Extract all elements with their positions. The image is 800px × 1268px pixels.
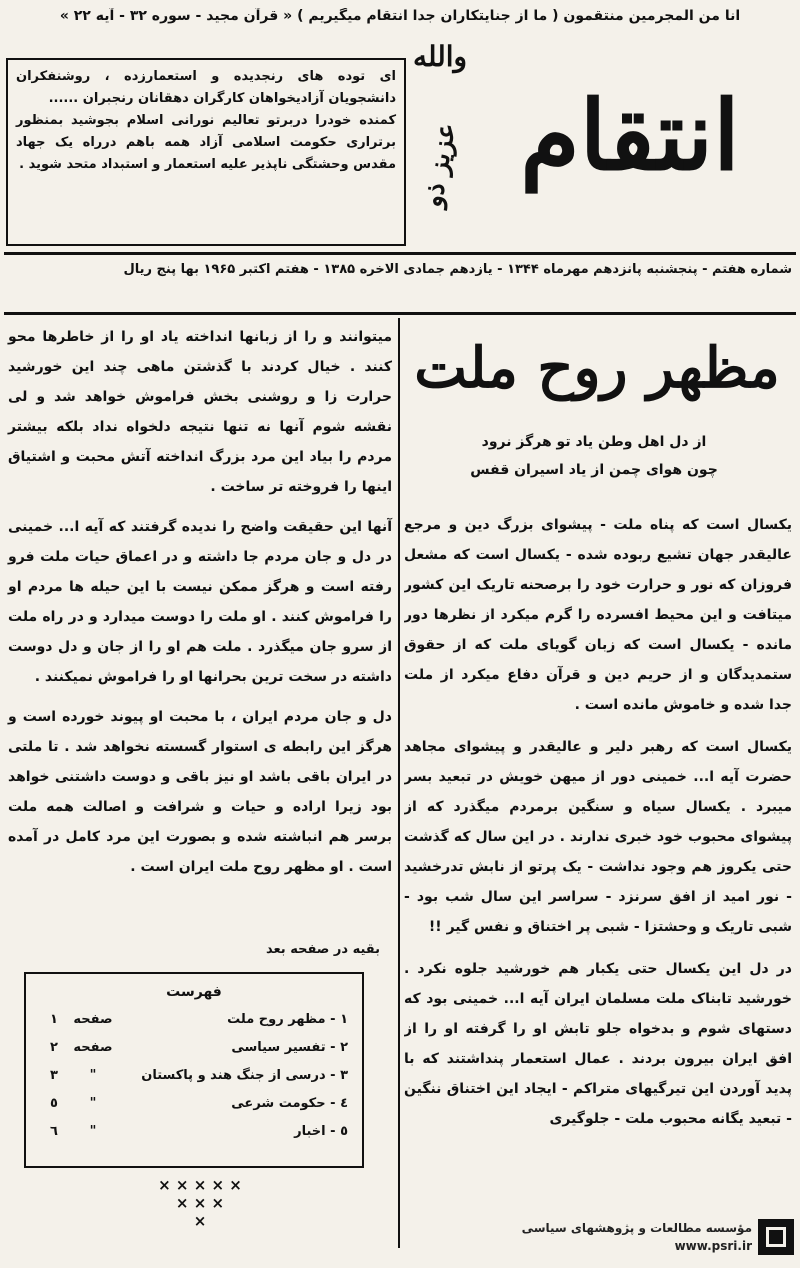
watermark-text <box>522 1219 752 1255</box>
poem-line-1: از دل اهل وطن یاد تو هرگز نرود <box>481 434 707 450</box>
toc-page-word: " <box>89 1068 97 1083</box>
toc-label: ٤ - حکومت شرعی <box>231 1096 348 1111</box>
toc-page-word: " <box>89 1096 97 1111</box>
subtitle-block <box>400 40 480 240</box>
left-column <box>8 322 392 922</box>
left-paragraph-1: میتوانند و را از زبانها انداخته یاد او را از خاطرها محو کنند . خیال کردند با گذشتن ماهی چند این خورشید حرارت زا و روشنی بخش فراموش خواهد شد و لی نقشه شوم آنها نه تنها نتیجه دلخواه نداد بلکه بیشتر مردم را بیاد این مرد بزرگ انداخته آتش محبت و اشتیاق اینها را فروخته تر ساخت . <box>8 329 392 495</box>
watermark-institute: مؤسسه مطالعات و پژوهشهای سیاسی <box>521 1221 752 1235</box>
manifesto-line-2: کمنده خودرا دربرتو تعالیم نورانی اسلام بجوشید بمنظور برتراری حکومت اسلامی آزاد همه باهم درراه یک جهاد مقدس وحشتگی ناپذیر علیه استعمار و استبداد متحد شوید . <box>16 113 396 172</box>
right-paragraph-1: یکسال است که پناه ملت - پیشوای بزرگ دین و مرجع عالیقدر جهان تشیع ربوده شده - یکسال است که مشعل فروزان که نور و حرارت خود را برصحنه تاریک این کشور میتافت و این محیط افسرده را گرم میکرد از نظرها دور مانده - یکسال است که زبان گویای ملت که از حقوق ستمدیدگان و از حریم دین و قرآن دفاع میکرد از ملت جدا شده و خاموش مانده است . <box>404 517 792 713</box>
toc-page-number: ۲ <box>50 1040 58 1055</box>
toc-row <box>40 1006 348 1034</box>
left-paragraph-2: آنها این حقیقت واضح را ندیده گرفتند که آیه ا... خمینی در دل و جان مردم جا داشته و در اعماق حیات ملت فرو رفته است و هرگز ممکن نیست با این حیله ها مردم او را فراموش کنند . او ملت را دوست میدارد و در راه ملت از سرو جان میگذرد . ملت هم او را از جان و دل دوست داشته در سخت ترین بحرانها او را فراموش نمیکنند . <box>8 519 392 685</box>
toc-label: ۱ - مظهر روح ملت <box>227 1012 348 1027</box>
right-column-body <box>404 510 792 1250</box>
watermark-url: www.psri.ir <box>674 1239 752 1253</box>
continued-note: بقیه در صفحه بعد <box>265 942 380 957</box>
top-divider <box>4 252 796 255</box>
dateline: شماره هفتم - پنجشنبه پانزدهم مهرماه ۱۳۴۴ - یازدهم جمادی الاخره ۱۳۸۵ - هفتم اکتبر ۱۹۶۵ بها پنج ریال <box>123 262 792 277</box>
toc-row <box>40 1034 348 1062</box>
toc-page-number: ۱ <box>50 1012 58 1027</box>
manifesto-line-1: ای توده های رنجدیده و استعمارزده ، روشنفکران دانشجویان آزادیخواهان کارگران دهقانان رنجبران ...... <box>16 69 396 106</box>
right-paragraph-3: در دل این یکسال حتی یکبار هم خورشید جلوه نکرد . خورشید تابناک ملت مسلمان ایران آیه ا... خمینی بود که دستهای شوم و بدخواه جلو تابش او را گرفته او را از افق ایران بیرون بردند . عمال استعمار پنداشتند که با پدید آوردن این تیرگیهای متراکم - ایجاد این اختناق ننگین - تبعید یگانه محبوب ملت - جلوگیری <box>404 961 792 1127</box>
article-title: مظهر روح ملت <box>414 335 780 401</box>
table-of-contents <box>24 972 364 1168</box>
quran-verse-header: انا من المجرمین منتقمون ( ما از جنایتکاران جدا انتقام میگیریم ) « قرآن مجید - سوره ۳۲ - آیه ۲۲ » <box>59 8 741 24</box>
toc-label: ٥ - اخبار <box>294 1124 348 1139</box>
masthead-title: انتقام <box>520 79 740 192</box>
subtitle-allah: والله <box>412 40 468 73</box>
star-separator <box>140 1176 260 1230</box>
left-paragraph-3: دل و جان مردم ایران ، با محبت او پیوند خورده است و هرگز این رابطه ی استوار گسسته نخواهد شد . تا ملتی در ایران باقی باشد او نیز باقی و دوست داشتنی خواهد بود زیرا اراده و حیات و شرافت و اصالت همه ملت برسر هم انباشته شده و بصورت این مرد کامل در آمده است . او مظهر روح ملت ایران است . <box>8 709 392 875</box>
toc-title: فهرست <box>166 984 222 1000</box>
manifesto-box <box>6 58 406 246</box>
toc-row <box>40 1062 348 1090</box>
toc-label: ۳ - درسی از جنگ هند و پاکستان <box>141 1068 348 1083</box>
toc-page-word: صفحه <box>73 1040 113 1055</box>
toc-row <box>40 1118 348 1146</box>
subtitle-aziz: عزیز ذو <box>417 120 463 210</box>
archive-watermark <box>480 1210 794 1264</box>
toc-row <box>40 1090 348 1118</box>
toc-page-number: ٦ <box>50 1124 58 1139</box>
dateline-divider <box>4 312 796 315</box>
poem-couplet <box>404 428 784 488</box>
column-divider <box>398 318 400 1248</box>
toc-label: ۲ - تفسیر سیاسی <box>231 1040 348 1055</box>
star-row: × <box>193 1212 207 1230</box>
toc-page-number: ۳ <box>50 1068 58 1083</box>
toc-page-word: صفحه <box>73 1012 113 1027</box>
right-paragraph-2: یکسال است که رهبر دلیر و عالیقدر و پیشوای مجاهد حضرت آیه ا... خمینی دور از میهن خویش در تبعید بسر میبرد . یکسال سیاه و سنگین برمردم میگذرد که از پیشوای محبوب خود خبری ندارند . در این سال که گذشت حتی یکروز هم وجود نداشت - یک پرتو از نابش تدرخشید - نور امید از افق سرنزد - سراسر این سال شب بود - شبی تاریک و وحشتزا - شبی پر اختناق و نفس گیر !! <box>404 739 792 935</box>
star-row: × × × × × <box>158 1176 242 1194</box>
star-row: × × × <box>175 1194 225 1212</box>
institute-logo-icon <box>758 1219 794 1255</box>
toc-page-word: " <box>89 1124 97 1139</box>
toc-page-number: ٥ <box>50 1096 58 1111</box>
poem-line-2: چون هوای چمن از یاد اسیران قفس <box>470 462 718 478</box>
